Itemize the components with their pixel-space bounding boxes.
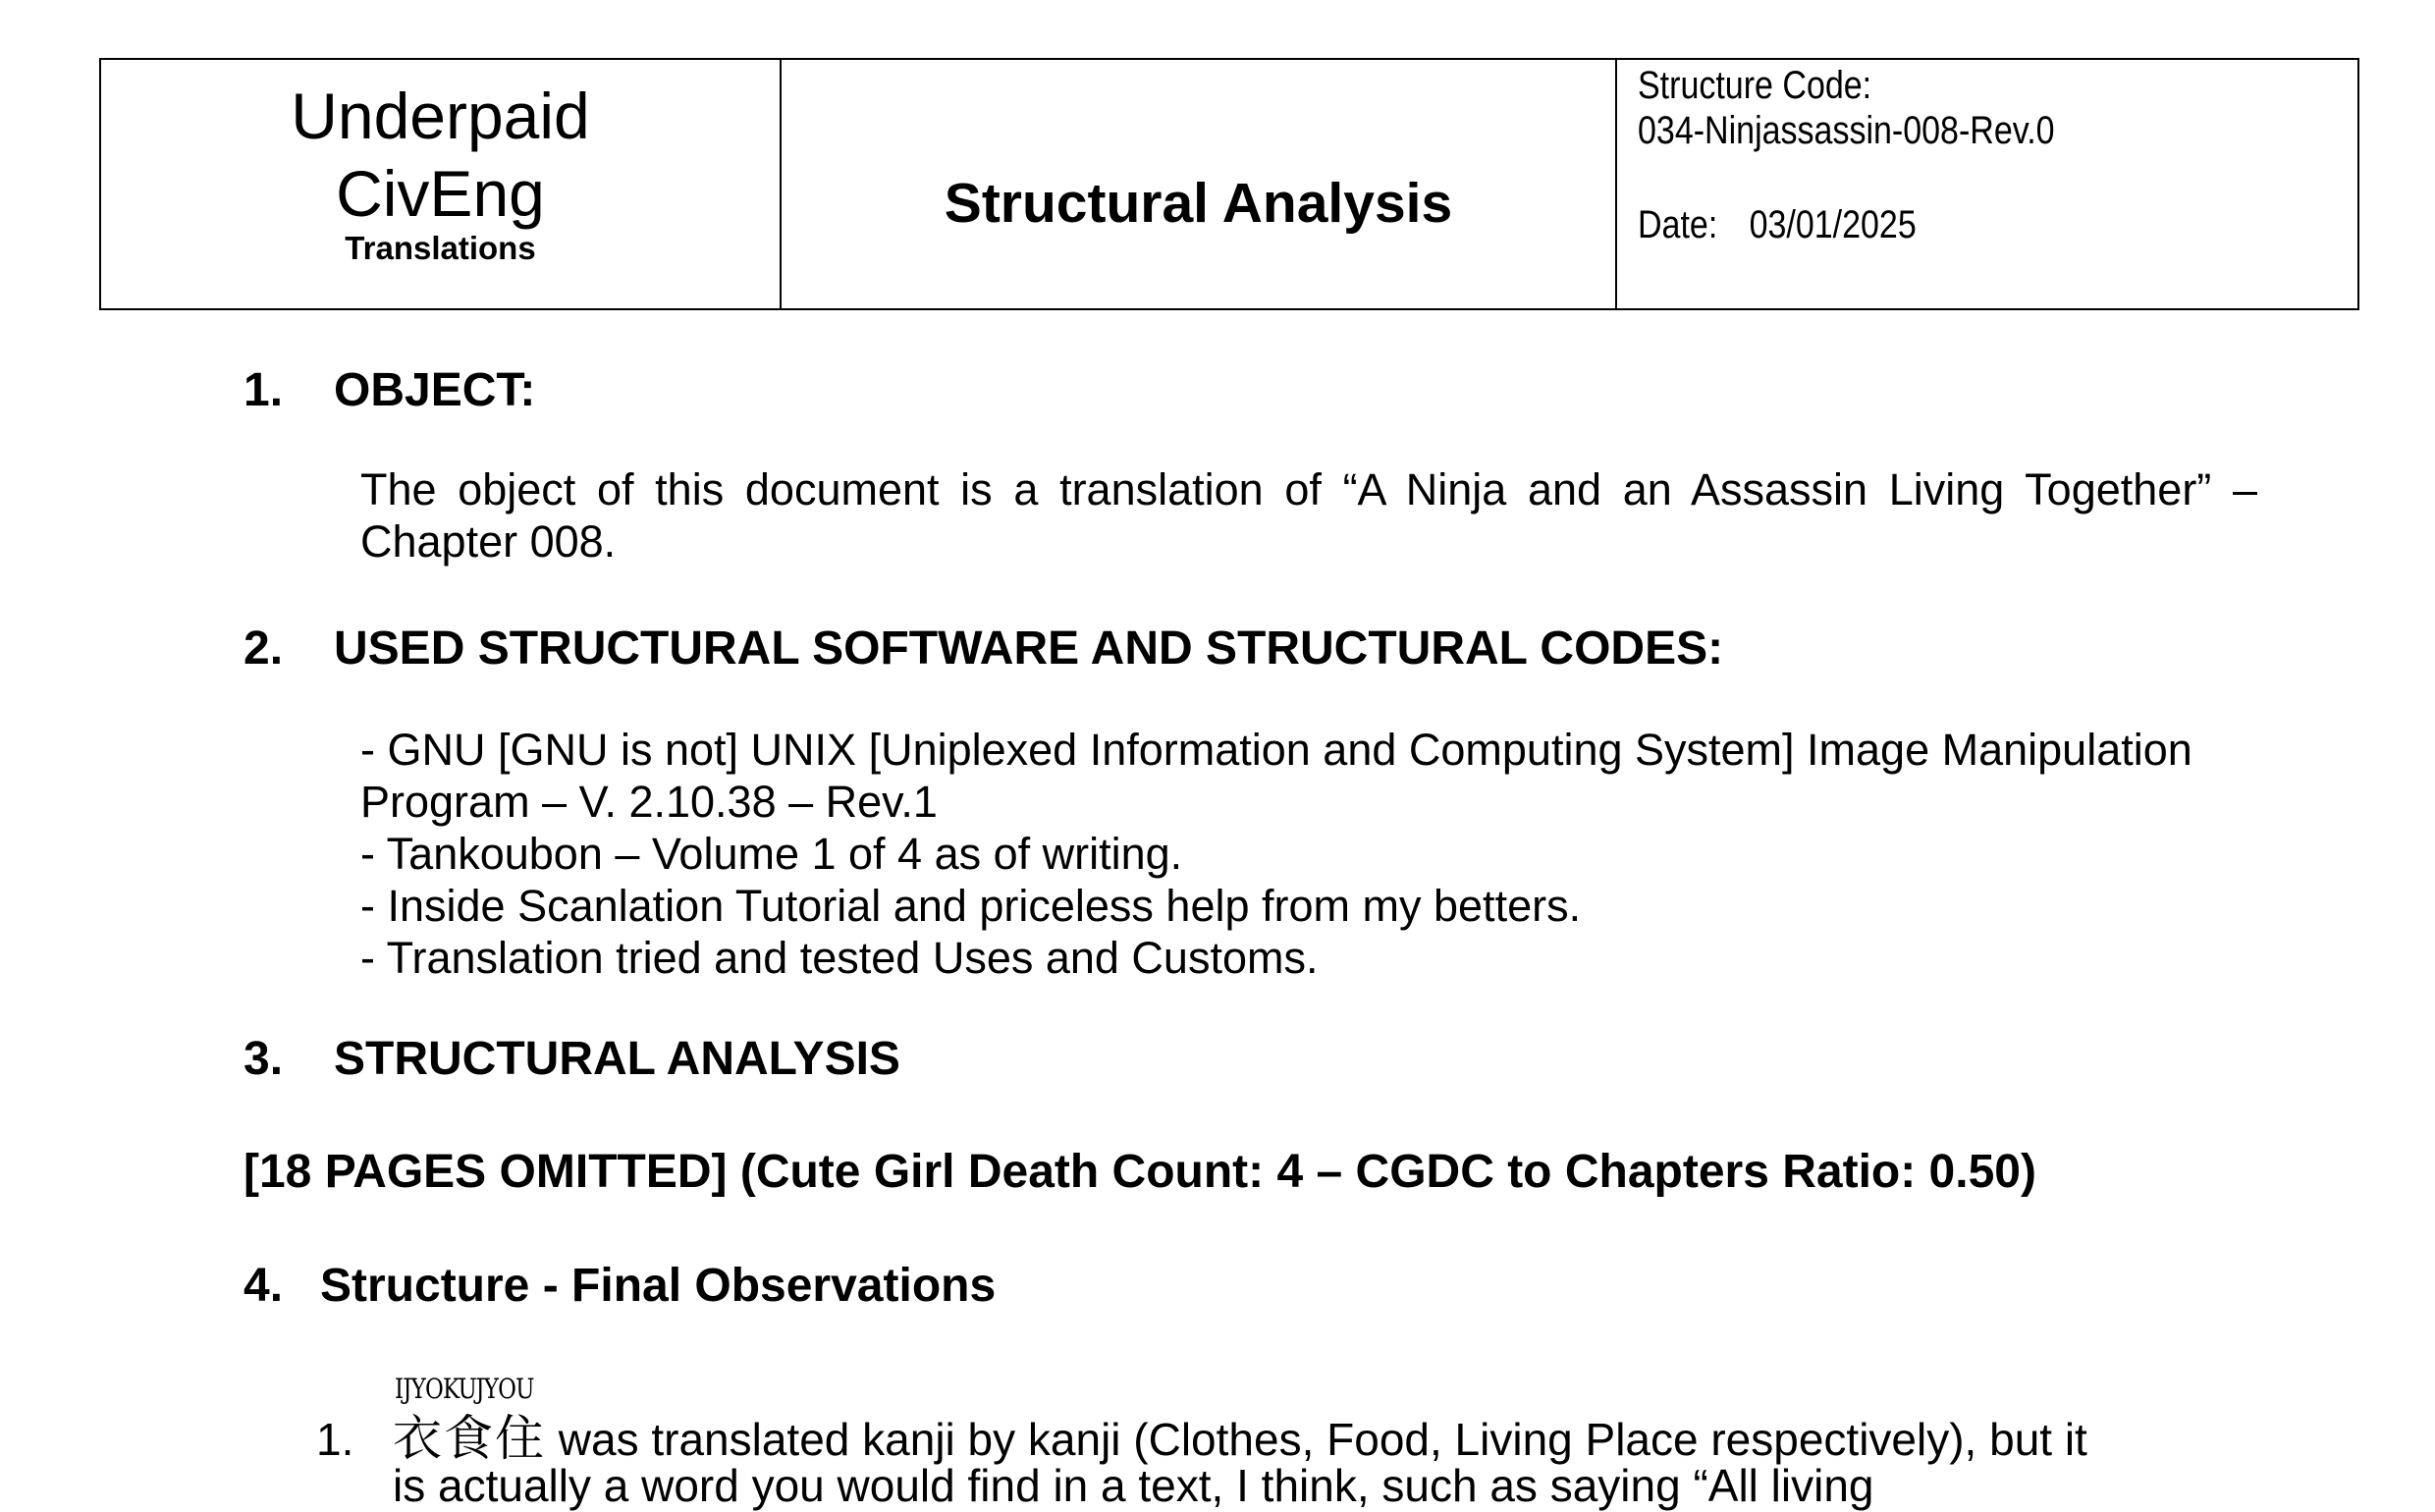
omitted-pages-note: [18 PAGES OMITTED] (Cute Girl Death Count: 4 – CGDC to Chapters Ratio: 0.50) bbox=[244, 1146, 2036, 1198]
list-item: - GNU [GNU is not] UNIX [Uniplexed Information and Computing System] Image Manipulation bbox=[360, 725, 2192, 775]
list-item: Program – V. 2.10.38 – Rev.1 bbox=[360, 777, 938, 827]
logo-line-civeng: CivEng bbox=[336, 157, 545, 230]
logo-line-underpaid: Underpaid bbox=[291, 80, 590, 152]
section-number: 3. bbox=[244, 1033, 284, 1085]
list-item: - Translation tried and tested Uses and Customs. bbox=[360, 933, 1319, 983]
section-title: OBJECT: bbox=[334, 364, 536, 416]
structure-code-value: 034-Ninjassassin-008-Rev.0 bbox=[1638, 109, 2055, 152]
title-cell bbox=[782, 60, 1617, 308]
structure-code-label: Structure Code: bbox=[1638, 64, 1872, 107]
list-item: - Inside Scanlation Tutorial and priceless help from my betters. bbox=[360, 881, 1582, 931]
section-title: USED STRUCTURAL SOFTWARE AND STRUCTURAL CODES: bbox=[334, 622, 1724, 675]
section-number: 2. bbox=[244, 622, 284, 675]
logo-line-translations: Translations bbox=[345, 230, 536, 266]
section-number: 1. bbox=[244, 364, 284, 416]
header-table bbox=[99, 58, 2359, 310]
object-paragraph: The object of this document is a translation of “A Ninja and an Assassin Living Together” – Chapter 008. bbox=[360, 464, 2257, 567]
logo-cell bbox=[101, 60, 782, 308]
date-line bbox=[1638, 203, 1917, 247]
kanji-reading-ruby: IJYOKUJYOU bbox=[395, 1373, 534, 1405]
section-heading-object bbox=[244, 363, 535, 417]
software-list bbox=[360, 724, 2257, 984]
observation-kanji: 衣食住 bbox=[393, 1410, 546, 1467]
metadata-cell bbox=[1617, 60, 2357, 308]
document-title: Structural Analysis bbox=[944, 172, 1453, 235]
section-heading-analysis bbox=[244, 1032, 900, 1086]
section-title: Structure - Final Observations bbox=[320, 1260, 997, 1312]
observation-text-continued: is actually a word you would find in a text, I think, such as saying “All living bbox=[393, 1460, 1874, 1511]
section-title: STRUCTURAL ANALYSIS bbox=[334, 1033, 900, 1085]
section-number: 4. bbox=[244, 1260, 284, 1312]
date-label: Date: bbox=[1638, 203, 1718, 246]
date-value: 03/01/2025 bbox=[1749, 203, 1917, 246]
section-heading-observations bbox=[244, 1259, 996, 1313]
observation-number: 1. bbox=[316, 1414, 354, 1465]
section-heading-software bbox=[244, 621, 1723, 675]
observation-text: was translated kanji by kanji (Clothes, Food, Living Place respectively), but it bbox=[546, 1414, 2087, 1465]
list-item: - Tankoubon – Volume 1 of 4 as of writing. bbox=[360, 829, 1183, 879]
